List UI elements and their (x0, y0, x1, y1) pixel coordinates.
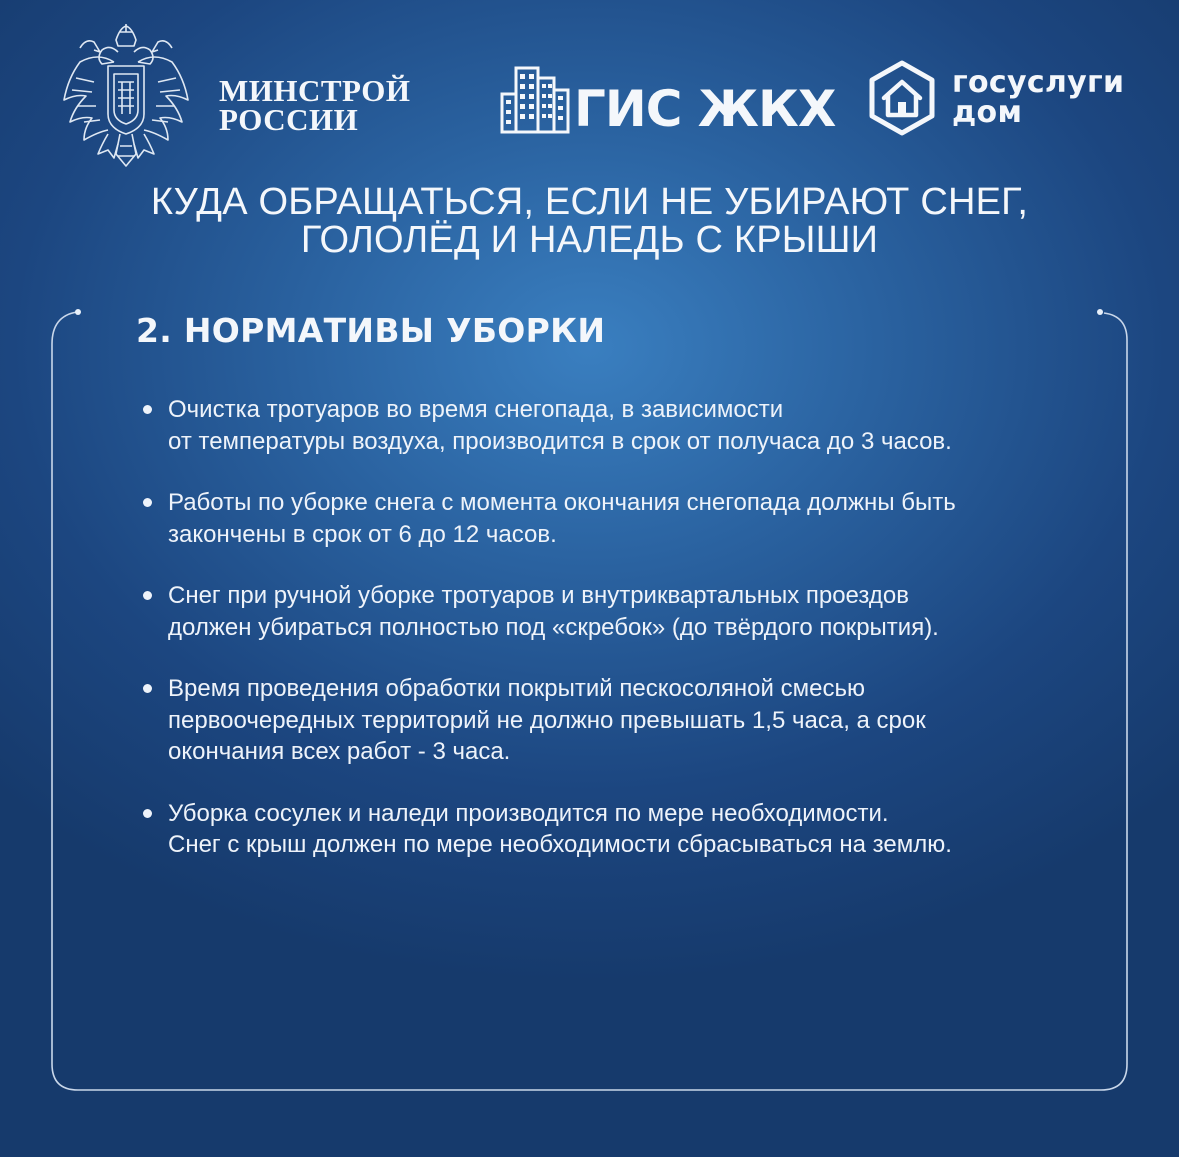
list-item-line: первоочередных территорий не должно превышать 1,5 часа, а срок (168, 706, 926, 734)
frame-corner-dot-left (75, 309, 81, 315)
section-title: 2. НОРМАТИВЫ УБОРКИ (136, 311, 606, 350)
minstroy-line-1: МИНСТРОЙ (219, 73, 411, 108)
list-item-line: Уборка сосулек и наледи производится по мере необходимости. (168, 799, 889, 827)
buildings-icon (500, 64, 572, 134)
list-item-line: от температуры воздуха, производится в срок от получаса до 3 часов. (168, 427, 952, 455)
gosuslugi-line-2: дом (952, 95, 1023, 130)
house-icon (864, 60, 940, 136)
list-item (140, 580, 1080, 643)
list-item-line: Снег при ручной уборке тротуаров и внутриквартальных проездов (168, 582, 909, 609)
double-headed-eagle-emblem (58, 22, 194, 168)
bullet-dot (143, 591, 152, 600)
gis-zhkh-logo (500, 62, 836, 138)
bullet-dot (143, 684, 152, 693)
logo-bar (0, 0, 1179, 180)
list-item (140, 798, 1080, 861)
list-item-line: Очистка тротуаров во время снегопада, в зависимости (168, 396, 784, 423)
list-item-line: закончены в срок от 6 до 12 часов. (168, 520, 557, 548)
list-item-line: должен убираться полностью под «скребок» (до твёрдого покрытия). (168, 613, 939, 641)
gosuslugi-dom-text (952, 65, 1125, 130)
minstroy-line-2: РОССИИ (219, 102, 359, 137)
list-item (140, 487, 1080, 550)
bullet-dot (143, 498, 152, 507)
bullet-dot (143, 809, 152, 818)
frame-corner-dot-right (1097, 309, 1103, 315)
list-item-line: окончания всех работ - 3 часа. (168, 738, 511, 765)
headline (0, 183, 1179, 259)
list-item (140, 673, 1080, 768)
minstroy-logo-text (219, 73, 429, 137)
gosuslugi-dom-logo (864, 60, 1124, 136)
bullet-dot (143, 405, 152, 414)
list-item (140, 394, 1080, 457)
headline-line-1: КУДА ОБРАЩАТЬСЯ, ЕСЛИ НЕ УБИРАЮТ СНЕГ, (150, 181, 1029, 223)
list-item-line: Работы по уборке снега с момента окончания снегопада должны быть (168, 489, 956, 516)
list-item-line: Время проведения обработки покрытий пескосоляной смесью (168, 675, 865, 702)
bullet-list (140, 394, 1080, 891)
gis-zhkh-text: ГИС ЖКХ (574, 80, 836, 138)
list-item-line: Снег с крыш должен по мере необходимости сбрасываться на землю. (168, 831, 952, 858)
headline-line-2: ГОЛОЛЁД И НАЛЕДЬ С КРЫШИ (300, 219, 879, 261)
gosuslugi-line-1: госуслуги (952, 65, 1125, 100)
